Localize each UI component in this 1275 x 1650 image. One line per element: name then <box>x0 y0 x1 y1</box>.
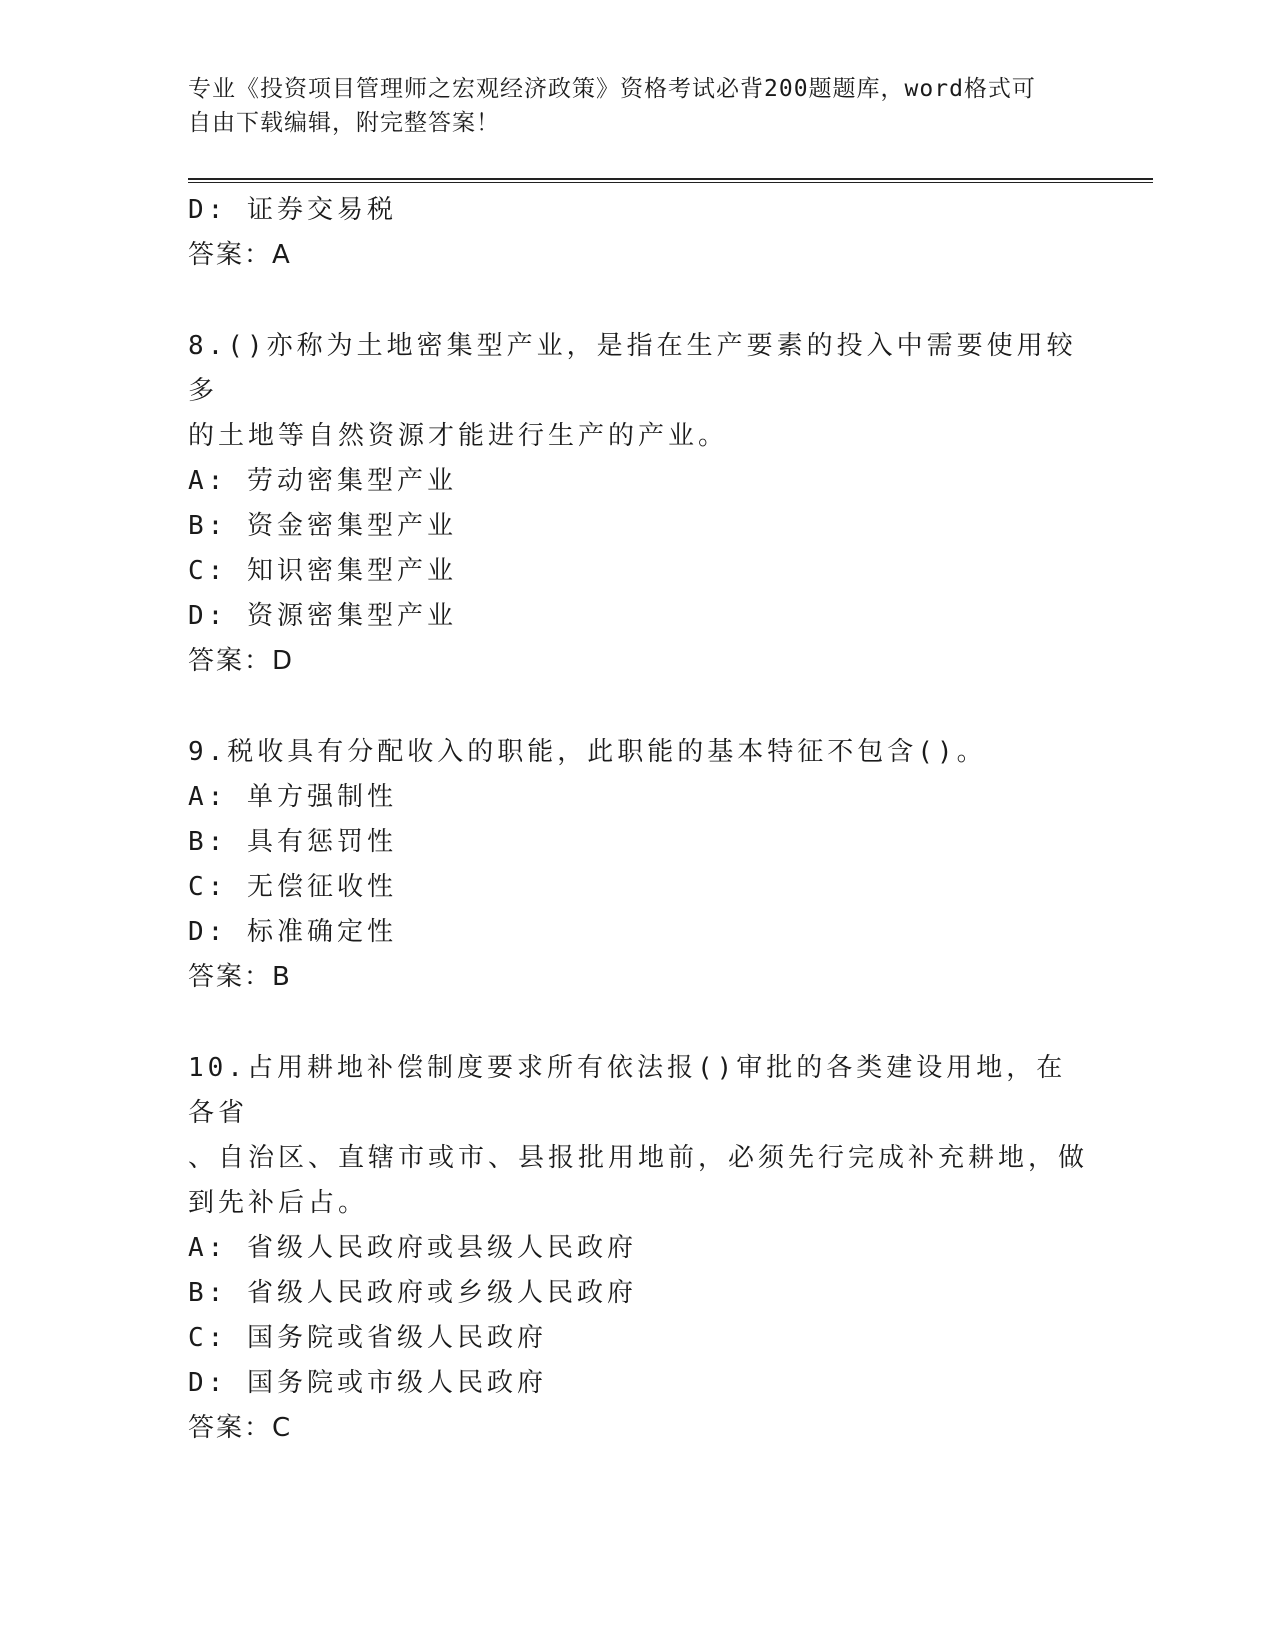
question-stem-line: 到先补后占。 <box>188 1188 369 1218</box>
option-a: A: 省级人民政府或县级人民政府 <box>188 1233 637 1263</box>
option-b: B: 省级人民政府或乡级人民政府 <box>188 1278 637 1308</box>
question-stem-line: 9.税收具有分配收入的职能，此职能的基本特征不包含()。 <box>188 737 987 767</box>
option-d: D: 标准确定性 <box>188 917 397 947</box>
question-stem-line: 、自治区、直辖市或市、县报批用地前，必须先行完成补充耕地，做 <box>188 1143 1089 1173</box>
answer-line: 答案：B <box>188 962 292 992</box>
page-header <box>188 72 1068 140</box>
spacer <box>188 684 1088 730</box>
header-line-2: 自由下载编辑，附完整答案！ <box>188 110 500 136</box>
question-stem-line: 8.()亦称为土地密集型产业，是指在生产要素的投入中需要使用较多 <box>188 331 1077 406</box>
option-d: D: 证券交易税 <box>188 195 397 225</box>
option-c: C: 国务院或省级人民政府 <box>188 1323 547 1353</box>
option-b: B: 资金密集型产业 <box>188 511 457 541</box>
answer-line: 答案：A <box>188 240 292 270</box>
option-d: D: 国务院或市级人民政府 <box>188 1368 547 1398</box>
question-8 <box>188 324 1088 684</box>
option-a: A: 单方强制性 <box>188 782 397 812</box>
option-b: B: 具有惩罚性 <box>188 827 397 857</box>
option-d: D: 资源密集型产业 <box>188 601 457 631</box>
header-line-1: 专业《投资项目管理师之宏观经济政策》资格考试必背200题题库，word格式可 <box>188 76 1036 102</box>
question-10 <box>188 1046 1088 1451</box>
option-c: C: 知识密集型产业 <box>188 556 457 586</box>
option-c: C: 无偿征收性 <box>188 872 397 902</box>
question-9 <box>188 730 1088 1000</box>
answer-line: 答案：D <box>188 646 295 676</box>
spacer <box>188 1000 1088 1046</box>
question-stem-line: 10.占用耕地补偿制度要求所有依法报()审批的各类建设用地，在各省 <box>188 1053 1067 1128</box>
option-a: A: 劳动密集型产业 <box>188 466 457 496</box>
header-divider <box>188 178 1153 183</box>
previous-question-tail <box>188 188 1088 278</box>
answer-line: 答案：C <box>188 1413 293 1443</box>
spacer <box>188 278 1088 324</box>
question-stem-line: 的土地等自然资源才能进行生产的产业。 <box>188 421 729 451</box>
question-list <box>188 188 1088 1451</box>
